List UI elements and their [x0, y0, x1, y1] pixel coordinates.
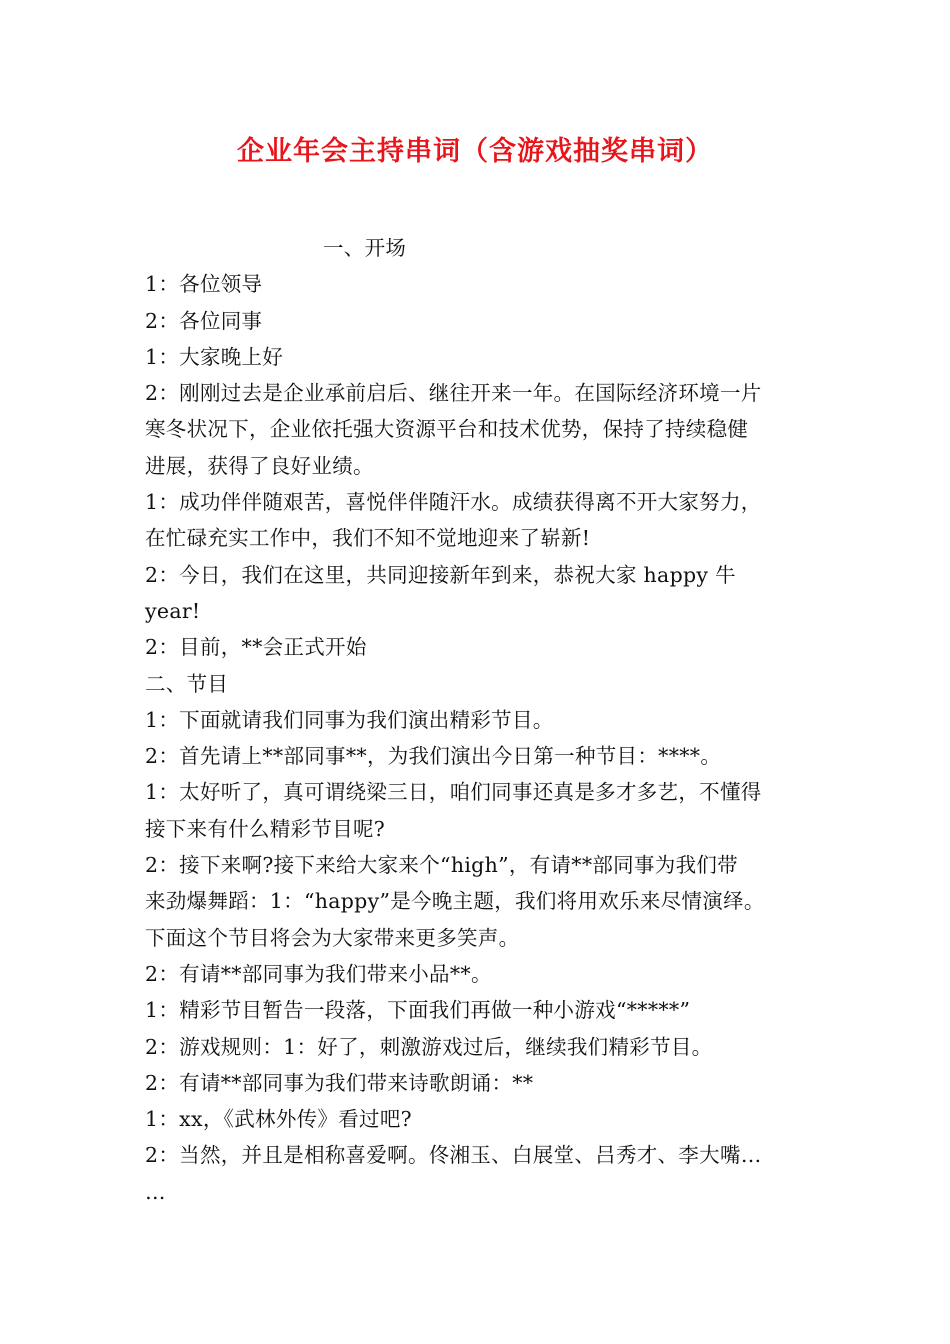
body-line: 1：下面就请我们同事为我们演出精彩节目。	[145, 707, 554, 732]
body-line: 1：成功伴伴随艰苦，喜悦伴伴随汗水。成绩获得离不开大家努力，	[145, 490, 762, 515]
document-body	[145, 230, 815, 1210]
body-line: 寒冬状况下，企业依托强大资源平台和技术优势，保持了持续稳健	[145, 417, 749, 442]
body-line: 1：各位领导	[145, 272, 263, 297]
body-line: 进展，获得了良好业绩。	[145, 453, 374, 478]
body-line: 2：接下来啊?接下来给大家来个“high”，有请**部同事为我们带	[145, 853, 738, 878]
body-line: 2：刚刚过去是企业承前启后、继往开来一年。在国际经济环境一片	[145, 381, 762, 406]
body-line: 1：大家晚上好	[145, 344, 284, 369]
body-line: 2：目前，**会正式开始	[145, 635, 367, 660]
body-line: 2：有请**部同事为我们带来小品**。	[145, 961, 492, 986]
body-line: 接下来有什么精彩节目呢?	[145, 816, 386, 841]
body-line: 来劲爆舞蹈：1：“happy”是今晚主题，我们将用欢乐来尽情演绎。	[145, 889, 765, 914]
body-line: 2：游戏规则：1：好了，刺激游戏过后，继续我们精彩节目。	[145, 1034, 713, 1059]
body-line: 1：xx，《武林外传》看过吧?	[145, 1107, 412, 1132]
body-line: …	[145, 1179, 166, 1204]
body-line: 2：当然，并且是相称喜爱啊。佟湘玉、白展堂、吕秀才、李大嘴…	[145, 1143, 762, 1168]
body-line: 下面这个节目将会为大家带来更多笑声。	[145, 925, 520, 950]
body-line: 在忙碌充实工作中，我们不知不觉地迎来了崭新!	[145, 526, 591, 551]
body-line: 1：精彩节目暂告一段落，下面我们再做一种小游戏“*****”	[145, 998, 691, 1023]
document-title: 企业年会主持串词（含游戏抽奖串词）	[237, 136, 713, 167]
body-line: 1：太好听了，真可谓绕梁三日，咱们同事还真是多才多艺，不懂得	[145, 780, 762, 805]
body-line: 2：有请**部同事为我们带来诗歌朗诵：**	[145, 1070, 534, 1095]
body-line: 2：今日，我们在这里，共同迎接新年到来，恭祝大家 happy 牛	[145, 562, 736, 587]
section-heading-program: 二、节目	[145, 671, 229, 696]
body-line: year!	[145, 598, 201, 623]
body-line: 2：各位同事	[145, 308, 263, 333]
body-line: 2：首先请上**部同事**，为我们演出今日第一种节目：****。	[145, 744, 722, 769]
section-heading-opening: 一、开场	[323, 236, 407, 260]
